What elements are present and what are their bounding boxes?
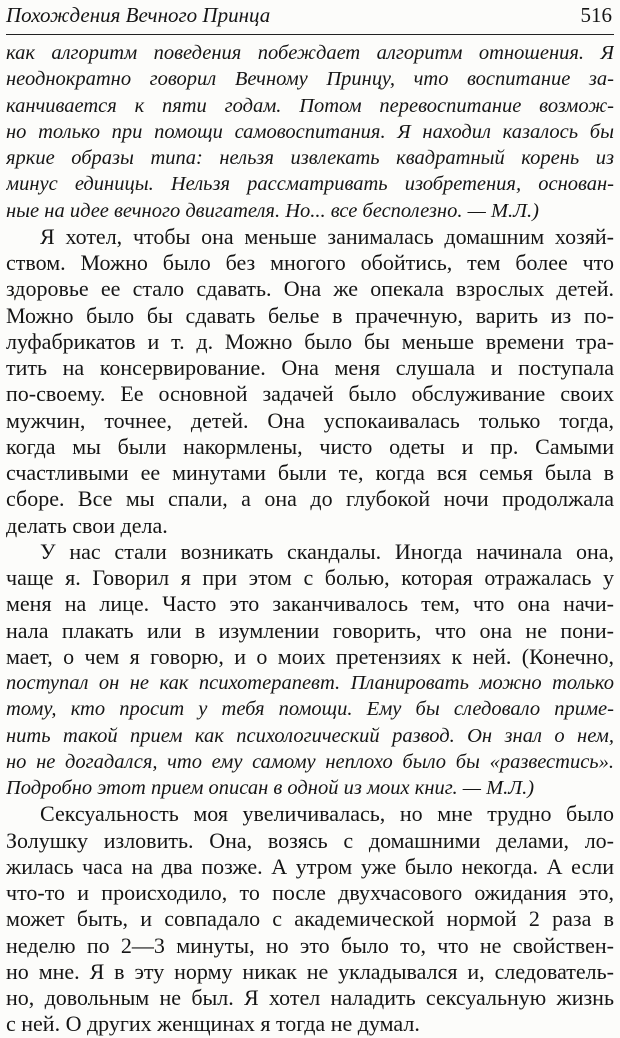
text-line: когда мы были накормлены, чисто одеты и пр. Самыми xyxy=(6,433,614,459)
text-line: тому, кто просит у тебя помощи. Ему бы следовало приме- xyxy=(6,698,614,721)
text-line: Я хотел, чтобы она меньше занималась домашним хозяй- xyxy=(40,223,614,249)
text-line: неделю по 2—3 минуты, но это было то, что не свойствен- xyxy=(6,932,614,958)
text-line: как алгоритм поведения побеждает алгоритм отношения. Я xyxy=(6,42,614,64)
text-line: может быть, и совпадало с академической нормой 2 раза в xyxy=(6,906,614,932)
text-line: но не догадался, что ему самому неплохо было бы «развестись». xyxy=(6,750,614,773)
text-line: что-то и происходило, то после двухчасового ожидания это, xyxy=(6,880,614,905)
text-line: неоднократно говорил Вечному Принцу, что воспитание за- xyxy=(6,68,614,91)
page-header xyxy=(6,0,614,35)
text-line: чаще я. Говорил я при этом с болью, которая отражалась у xyxy=(6,565,614,590)
text-line: канчивается к пяти годам. Потом перевоспитание возмож- xyxy=(6,94,614,117)
text-line: мужчин, точнее, детей. Она успокаивалась только тогда, xyxy=(6,407,614,433)
text-line: нить такой прием как психологический развод. Он знал о нем, xyxy=(6,724,614,747)
text-line: Сексуальность моя увеличивалась, но мне трудно было xyxy=(40,801,614,827)
text-line: Золушку изловить. Она, возясь с домашними делами, ло- xyxy=(6,827,614,853)
text-line: но только при помощи самовоспитания. Я находил казалось бы xyxy=(6,120,614,143)
text-line: счастливыми ее минутами были те, когда вся семья была в xyxy=(6,460,614,485)
text-line: но мне. Я в эту норму никак не укладывался и, следователь- xyxy=(6,958,614,984)
running-title: Похождения Вечного Принца xyxy=(6,3,271,27)
page-body-text xyxy=(6,40,614,1038)
page-number: 516 xyxy=(580,3,612,27)
text-line: делать свои дела. xyxy=(6,512,168,538)
text-line: нала плакать или в изумлении говорить, что она не пони- xyxy=(6,617,614,643)
text-line: ные на идее вечного двигателя. Но... все бесполезно. — М.Л.) xyxy=(6,199,539,222)
text-line: У нас стали возникать скандалы. Иногда начинала она, xyxy=(40,538,614,564)
text-line: жилась часа на два позже. А утром уже было некогда. А если xyxy=(6,853,614,879)
text-line: мает, о чем я говорю, и о моих претензиях к ней. (Конечно, xyxy=(6,643,614,669)
text-line: минус единицы. Нельзя рассматривать изобретения, основан- xyxy=(6,173,614,196)
text-line: с ней. О других женщинах я тогда не думал. xyxy=(6,1011,420,1037)
text-line: поступал он не как психотерапевт. Планировать можно только xyxy=(6,672,614,694)
text-line: тить на консервирование. Она меня слушала и поступала xyxy=(6,355,614,380)
text-line: по-своему. Ее основной задачей было обслуживание своих xyxy=(6,381,614,407)
text-line: меня на лице. Часто это заканчивалось тем, что она начи- xyxy=(6,591,614,617)
text-line: Можно было бы сдавать белье в прачечную, варить из по- xyxy=(6,302,614,328)
text-line: но, довольным не был. Я хотел наладить сексуальную жизнь xyxy=(6,985,614,1010)
text-line: ством. Можно было без многого обойтись, тем более что xyxy=(6,250,614,275)
text-line: луфабрикатов и т. д. Можно было бы меньше времени тра- xyxy=(6,328,614,354)
text-line: яркие образы типа: нельзя извлекать квадратный корень из xyxy=(6,147,614,169)
text-line: Подробно этот прием описан в одной из моих книг. — М.Л.) xyxy=(6,777,535,799)
text-line: сборе. Все мы спали, а она до глубокой ночи продолжала xyxy=(6,486,614,512)
text-line: здоровье ее стало сдавать. Она же опекала взрослых детей. xyxy=(6,276,614,302)
